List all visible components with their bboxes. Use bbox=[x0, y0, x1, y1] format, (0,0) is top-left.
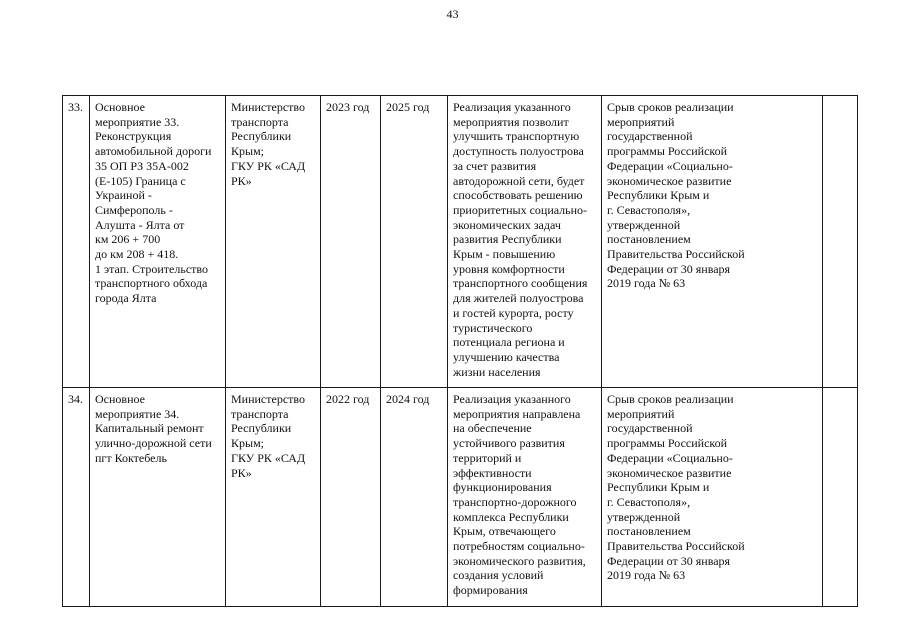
measure-cell: Основное мероприятие 34. Капитальный ремонт улично-дорожной сети пгт Коктебель bbox=[90, 388, 226, 607]
start-year-cell: 2022 год bbox=[321, 388, 381, 607]
result-cell: Реализация указанного мероприятия направлена на обеспечение устойчивого развития территорий и эффективности функционирования транспортно-дорожного комплекса Республики Крым, отвечающего потребностям социально- экономического развития, создания условий формирования bbox=[448, 388, 602, 607]
table-row bbox=[63, 388, 858, 607]
measures-table bbox=[62, 95, 858, 607]
executor-cell: Министерство транспорта Республики Крым; ГКУ РК «САД РК» bbox=[226, 96, 321, 388]
risk-cell: Срыв сроков реализации мероприятий государственной программы Российской Федерации «Социально- экономическое развитие Республики Крым и г. Севастополя», утвержденной постановлением Правительства Российской Федерации от 30 января 2019 года № 63 bbox=[602, 388, 823, 607]
executor-cell: Министерство транспорта Республики Крым; ГКУ РК «САД РК» bbox=[226, 388, 321, 607]
risk-cell: Срыв сроков реализации мероприятий государственной программы Российской Федерации «Социально- экономическое развитие Республики Крым и г. Севастополя», утвержденной постановлением Правительства Российской Федерации от 30 января 2019 года № 63 bbox=[602, 96, 823, 388]
empty-cell bbox=[823, 388, 858, 607]
start-year-cell: 2023 год bbox=[321, 96, 381, 388]
page-number: 43 bbox=[446, 7, 459, 21]
row-number-cell: 34. bbox=[63, 388, 90, 607]
result-cell: Реализация указанного мероприятия позволит улучшить транспортную доступность полуострова за счет развития автодорожной сети, будет способствовать решению приоритетных социально- экономических задач развития Республики Крым - повышению уровня комфортности транспортного сообщения для жителей полуострова и гостей курорта, росту туристического потенциала региона и улучшению качества жизни населения bbox=[448, 96, 602, 388]
row-number-cell: 33. bbox=[63, 96, 90, 388]
empty-cell bbox=[823, 96, 858, 388]
measure-cell: Основное мероприятие 33. Реконструкция автомобильной дороги 35 ОП РЗ 35А-002 (Е-105) Граница с Украиной - Симферополь - Алушта - Ялта от км 206 + 700 до км 208 + 418. 1 этап. Строительство транспортного обхода города Ялта bbox=[90, 96, 226, 388]
end-year-cell: 2025 год bbox=[381, 96, 448, 388]
end-year-cell: 2024 год bbox=[381, 388, 448, 607]
table-row bbox=[63, 96, 858, 388]
